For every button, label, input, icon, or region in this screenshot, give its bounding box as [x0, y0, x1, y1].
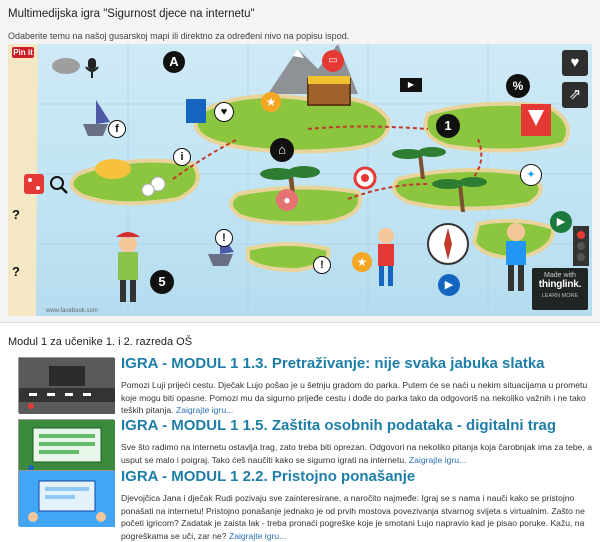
description-text: Djevojčica Jana i dječak Rudi pozivaju sve zainteresirane, a naročito najmeđe: Igraj se s nama i nauči kako se pristojno ponašati na internetu! Pristojno ponašanje jednako je od prvih mostova povezivanja stvarnog svijeta s virtualnim. Zašto ne početi igricom? Zadatak je zaista lak - treba pronaći pogreške koje je smotani Lujo napravio kad je pisao poruke. Kažu, na pogreškama se uči, zar ne? [121, 493, 585, 541]
person-hotspot-icon[interactable]: ● [276, 189, 298, 211]
hotspot-exclaim-2[interactable]: ! [313, 256, 331, 274]
thumbnail[interactable] [18, 470, 114, 526]
play-hotspot-icon[interactable]: ▶ [550, 211, 572, 233]
video-hotspot-icon[interactable]: ▶ [400, 78, 422, 92]
play-game-link[interactable]: Zaigrajte igru... [175, 405, 234, 415]
item-title[interactable]: IGRA - MODUL 1 1.3. Pretraživanje: nije svaka jabuka slatka [121, 355, 545, 372]
microphone-icon[interactable] [84, 57, 100, 79]
cow [95, 159, 131, 179]
learn-more-link[interactable]: LEARN MORE [541, 293, 579, 299]
home-hotspot-icon[interactable]: ⌂ [270, 138, 294, 162]
hotspot-5[interactable]: 5 [150, 270, 174, 294]
play-game-link[interactable]: Zaigrajte igru... [228, 530, 287, 541]
pinterest-button[interactable]: Pin it [13, 48, 33, 57]
made-with-label: Made with [544, 272, 576, 279]
search-icon[interactable] [49, 175, 69, 195]
external-link-icon: ⇗ [568, 86, 582, 103]
pirate-map[interactable] [8, 44, 592, 316]
trash-can [186, 99, 206, 123]
thumbnail[interactable] [18, 357, 114, 413]
map-illustration [8, 44, 592, 316]
thinglink-badge[interactable] [532, 268, 588, 310]
hotspot-1[interactable]: 1 [436, 114, 460, 138]
item-title[interactable]: IGRA - MODUL 1 1.5. Zaštita osobnih podataka - digitalni trag [121, 417, 557, 434]
hotspot-a[interactable]: A [163, 51, 185, 73]
hotspot-exclaim-1[interactable]: ! [215, 229, 233, 247]
hotspot-question-2[interactable]: ? [12, 264, 20, 279]
list-item [18, 468, 592, 541]
star-hotspot-icon[interactable]: ★ [261, 92, 281, 112]
island-right [394, 170, 541, 209]
description-text: Pomozi Luji prijeći cestu. Dječak Lujo pošao je u šetnju gradom do parka. Putem će se naći u nekim situacijama u prometu koje mogu biti opasne. Pomozi mu da sigurno prijeđe cestu i dođe do parka tako da odgovoriš na nekoliko važnih i ne tako teških pitanja. [121, 380, 588, 415]
list-item [18, 355, 592, 415]
star-bottom-hotspot-icon[interactable]: ★ [352, 252, 372, 272]
play-game-link[interactable]: Zaigrajte igru... [408, 454, 467, 465]
heart-hotspot-icon[interactable]: ♥ [214, 102, 234, 122]
dice [24, 174, 44, 194]
twitter-icon[interactable]: ✦ [520, 164, 542, 186]
boy-character [506, 223, 526, 291]
open-external-button[interactable] [562, 82, 588, 108]
item-description [121, 492, 603, 542]
section-heading: Modul 1 za učenike 1. i 2. razreda OŠ [8, 336, 193, 348]
card-title: Multimedijska igra "Sigurnost djece na internetu" [8, 8, 255, 20]
item-description [121, 379, 603, 417]
seagull [52, 58, 80, 74]
heart-icon: ♥ [570, 54, 580, 71]
like-button[interactable] [562, 50, 588, 76]
description-text: Sve što radimo na internetu ostavlja trag, zato treba biti oprezan. Odgovori na nekoliko pitanja koja čarobnjak ima za tebe, a usput se malo i poigraj. Tako ćeš naučiti kako se sigurno igrati na internetu. [121, 442, 593, 465]
image-credit: www.facebook.com [46, 308, 98, 314]
item-title[interactable]: IGRA - MODUL 1 2.2. Pristojno ponašanje [121, 468, 416, 485]
item-description [121, 441, 603, 466]
pirate-character [378, 228, 394, 286]
hotspot-info[interactable]: i [173, 148, 191, 166]
play-blue-hotspot-icon[interactable]: ▶ [438, 274, 460, 296]
thinglink-logo: thinglink. [538, 279, 582, 290]
hotspot-question-1[interactable]: ? [12, 207, 20, 222]
image-hotspot-icon[interactable]: ▭ [322, 50, 344, 72]
card-subtitle: Odaberite temu na našoj gusarskoj mapi ili direktno za određeni nivo na popisu ispod. [8, 31, 350, 41]
island-left [72, 161, 198, 204]
thumbnail[interactable] [18, 419, 114, 475]
facebook-icon[interactable]: f [108, 120, 126, 138]
hotspot-percent[interactable]: % [506, 74, 530, 98]
